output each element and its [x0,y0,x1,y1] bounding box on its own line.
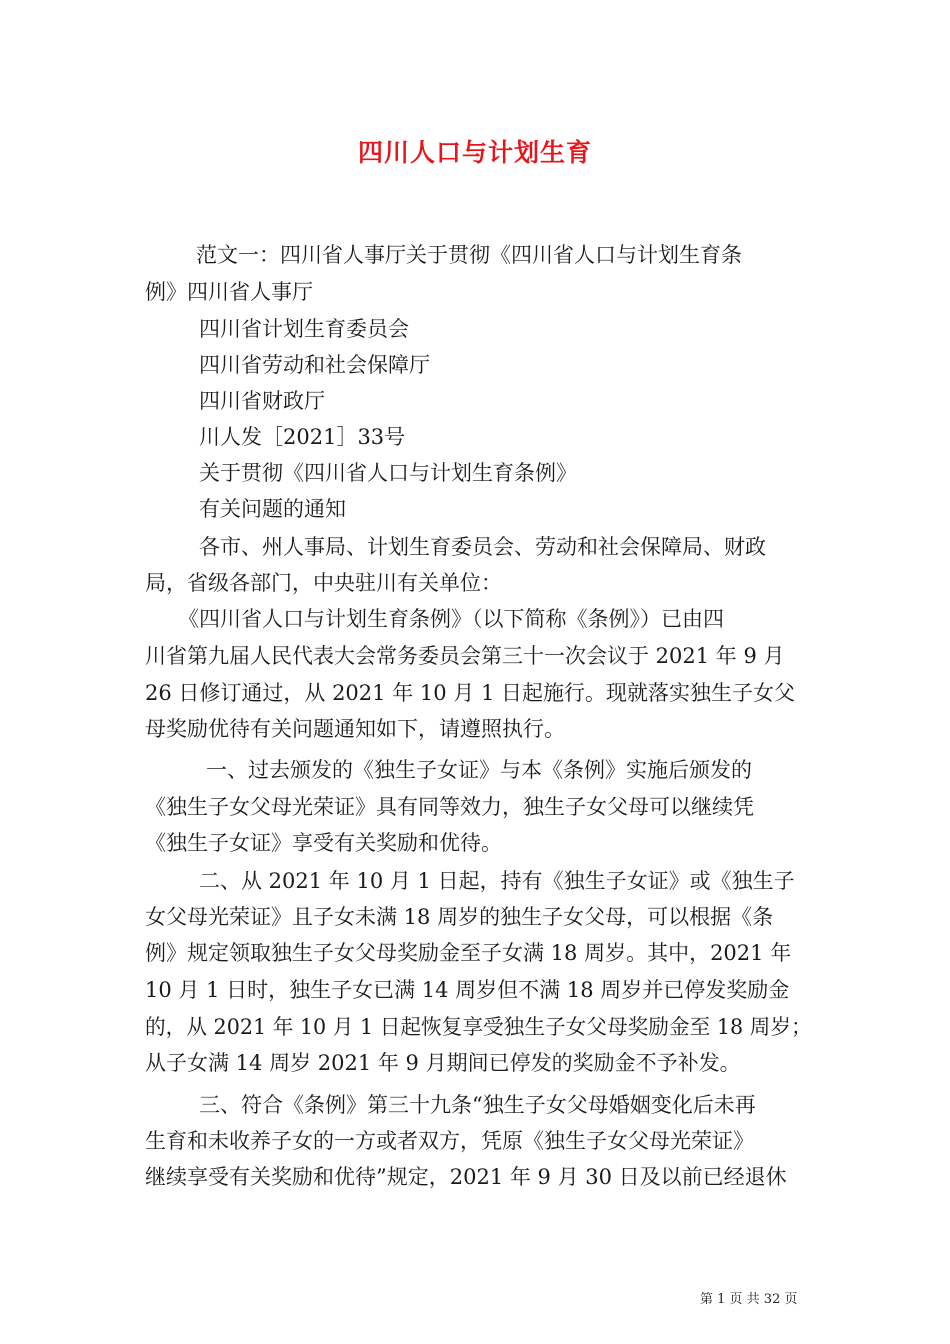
body-line: 二、从 2021 年 10 月 1 日起，持有《独生子女证》或《独生子 [199,869,795,893]
body-line: 《独生子女父母光荣证》具有同等效力，独生子女父母可以继续凭 [145,795,754,819]
body-line: 关于贯彻《四川省人口与计划生育条例》 [199,461,577,485]
body-line: 10 月 1 日时，独生子女已满 14 周岁但不满 18 周岁并已停发奖励金 [145,978,790,1002]
body-line: 一、过去颁发的《独生子女证》与本《条例》实施后颁发的 [206,758,752,782]
body-line: 川省第九届人民代表大会常务委员会第三十一次会议于 2021 年 9 月 [145,644,785,668]
body-line: 例》四川省人事厅 [145,280,313,304]
body-line: 各市、州人事局、计划生育委员会、劳动和社会保障局、财政 [199,535,766,559]
body-line: 生育和未收养子女的一方或者双方，凭原《独生子女父母光荣证》 [145,1129,754,1153]
body-line: 四川省劳动和社会保障厅 [199,353,430,377]
body-line: 从子女满 14 周岁 2021 年 9 月期间已停发的奖励金不予补发。 [145,1051,741,1075]
body-line: 四川省财政厅 [199,389,325,413]
body-line: 《独生子女证》享受有关奖励和优待。 [145,831,502,855]
body-line: 三、符合《条例》第三十九条“独生子女父母婚姻变化后未再 [199,1093,756,1117]
body-line: 继续享受有关奖励和优待”规定，2021 年 9 月 30 日及以前已经退休 [145,1165,787,1189]
body-line: 局，省级各部门，中央驻川有关单位： [145,571,502,595]
body-line: 《四川省人口与计划生育条例》（以下简称《条例》）已由四 [178,607,724,631]
body-line: 的，从 2021 年 10 月 1 日起恢复享受独生子女父母奖励金至 18 周岁； [145,1015,812,1039]
body-line: 川人发［2021］33号 [199,425,406,449]
body-line: 女父母光荣证》且子女未满 18 周岁的独生子女父母，可以根据《条 [145,905,774,929]
page-footer: 第 1 页 共 32 页 [700,1292,798,1307]
document-title: 四川人口与计划生育 [357,138,592,167]
body-line: 母奖励优待有关问题通知如下，请遵照执行。 [145,717,565,741]
body-line: 例》规定领取独生子女父母奖励金至子女满 18 周岁。其中，2021 年 [145,941,792,965]
body-line: 26 日修订通过，从 2021 年 10 月 1 日起施行。现就落实独生子女父 [145,681,795,705]
body-line: 有关问题的通知 [199,497,346,521]
body-line: 四川省计划生育委员会 [199,317,409,341]
body-line: 范文一：四川省人事厅关于贯彻《四川省人口与计划生育条 [196,243,742,267]
